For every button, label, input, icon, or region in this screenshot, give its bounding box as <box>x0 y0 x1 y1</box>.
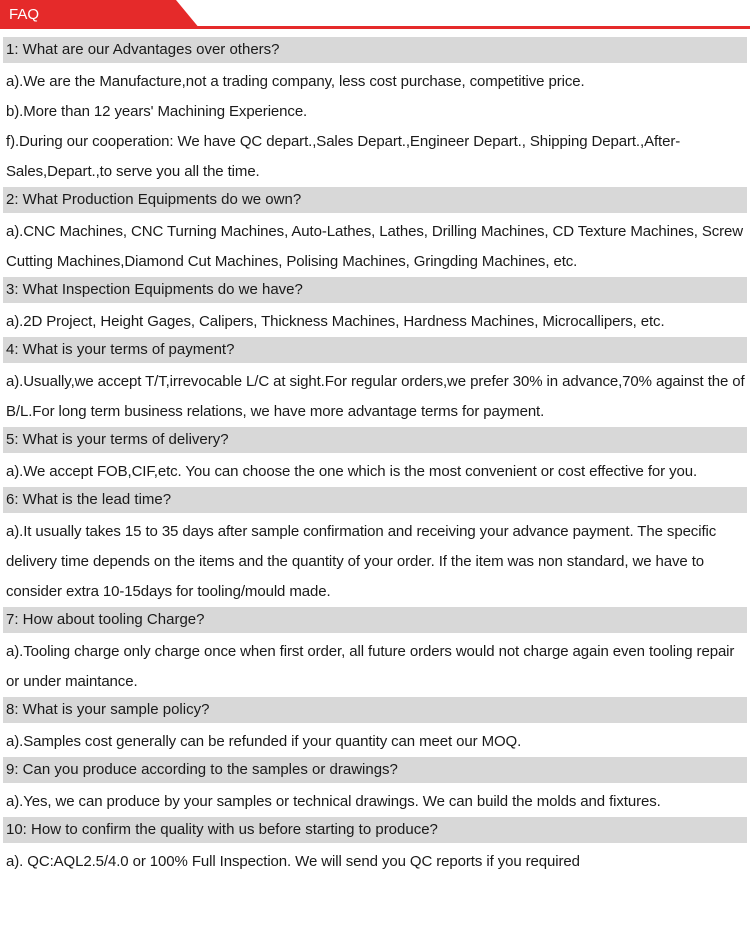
faq-question: 8: What is your sample policy? <box>3 697 747 723</box>
faq-answer-line: a).It usually takes 15 to 35 days after sample confirmation and receiving your advance payment. The specific delivery time depends on the items and the quantity of your order. If the item was non standard, we have to consider extra 10-15days for tooling/mould made. <box>6 523 717 600</box>
faq-answer-line: a).We accept FOB,CIF,etc. You can choose the one which is the most convenient or cost effective for you. <box>6 463 698 480</box>
faq-answer-line: a).CNC Machines, CNC Turning Machines, Auto-Lathes, Lathes, Drilling Machines, CD Texture Machines, Screw Cutting Machines,Diamond Cut Machines, Polising Machines, Gringding Machines, etc. <box>6 223 744 270</box>
faq-question: 7: How about tooling Charge? <box>3 607 747 633</box>
faq-answer <box>0 457 750 487</box>
faq-question: 1: What are our Advantages over others? <box>3 37 747 63</box>
faq-item-6 <box>0 487 750 607</box>
faq-answer <box>0 517 750 607</box>
faq-answer <box>0 367 750 427</box>
faq-item-7 <box>0 607 750 697</box>
faq-item-5 <box>0 427 750 487</box>
faq-item-10 <box>0 817 750 877</box>
faq-question: 5: What is your terms of delivery? <box>3 427 747 453</box>
faq-item-4 <box>0 337 750 427</box>
faq-answer-line: a).Yes, we can produce by your samples or technical drawings. We can build the molds and fixtures. <box>6 793 661 810</box>
faq-question: 4: What is your terms of payment? <box>3 337 747 363</box>
faq-item-2 <box>0 187 750 277</box>
faq-list <box>0 37 750 877</box>
faq-question: 3: What Inspection Equipments do we have? <box>3 277 747 303</box>
faq-answer <box>0 847 750 877</box>
faq-answer <box>0 67 750 187</box>
faq-answer-line: a).Tooling charge only charge once when first order, all future orders would not charge again even tooling repair or under maintance. <box>6 643 735 690</box>
faq-answer-line: a).Samples cost generally can be refunded if your quantity can meet our MOQ. <box>6 733 522 750</box>
faq-answer-line: b).More than 12 years' Machining Experience. <box>6 103 308 120</box>
faq-answer-line: a).Usually,we accept T/T,irrevocable L/C at sight.For regular orders,we prefer 30% in advance,70% against the of B/L.For long term business relations, we have more advantage terms for payment. <box>6 373 745 420</box>
faq-answer-line: a). QC:AQL2.5/4.0 or 100% Full Inspection. We will send you QC reports if you required <box>6 853 580 870</box>
faq-question: 10: How to confirm the quality with us before starting to produce? <box>3 817 747 843</box>
faq-answer <box>0 307 750 337</box>
faq-answer <box>0 727 750 757</box>
faq-question: 9: Can you produce according to the samples or drawings? <box>3 757 747 783</box>
page-title: FAQ <box>9 6 40 23</box>
faq-item-3 <box>0 277 750 337</box>
faq-question: 2: What Production Equipments do we own? <box>3 187 747 213</box>
faq-answer-line: f).During our cooperation: We have QC depart.,Sales Depart.,Engineer Depart., Shipping Depart.,After-Sales,Depart.,to serve you all the time. <box>6 133 681 180</box>
faq-answer <box>0 637 750 697</box>
faq-item-1 <box>0 37 750 187</box>
faq-answer-line: a).We are the Manufacture,not a trading company, less cost purchase, competitive price. <box>6 73 585 90</box>
faq-answer-line: a).2D Project, Height Gages, Calipers, Thickness Machines, Hardness Machines, Microcallipers, etc. <box>6 313 665 330</box>
faq-answer <box>0 787 750 817</box>
faq-item-8 <box>0 697 750 757</box>
faq-answer <box>0 217 750 277</box>
faq-header <box>0 0 750 36</box>
faq-question: 6: What is the lead time? <box>3 487 747 513</box>
faq-item-9 <box>0 757 750 817</box>
